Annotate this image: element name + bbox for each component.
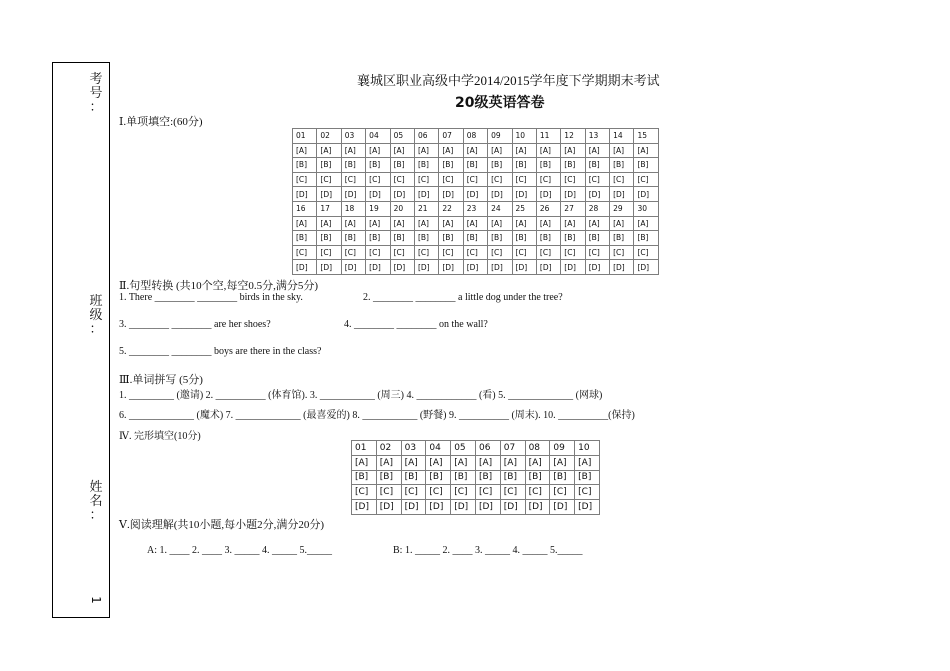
grid-cell: [D] [414,260,438,275]
grid-cell: [B] [575,470,600,485]
grid-cell: [A] [536,216,560,231]
grid-cell: [B] [536,231,560,246]
grid-cell: [B] [426,470,451,485]
grid-cell: [A] [341,143,365,158]
grid-cell: 02 [376,441,401,456]
grid-cell: 16 [293,201,317,216]
grid-cell: [B] [293,231,317,246]
grid-cell: [D] [488,187,512,202]
grid-cell: [D] [366,187,390,202]
grid-cell: [C] [463,172,487,187]
grid-cell: [C] [352,485,377,500]
grid-cell: [C] [293,245,317,260]
grid-row [352,441,600,456]
grid-cell: [B] [550,470,575,485]
grid-cell: [D] [525,500,550,515]
grid-cell: [C] [536,172,560,187]
grid-cell: [B] [414,158,438,173]
grid-cell: [D] [390,260,414,275]
grid-cell: [D] [317,260,341,275]
grid-cell: [A] [439,216,463,231]
grid-cell: [A] [439,143,463,158]
grid-cell: [A] [293,143,317,158]
grid-cell: [A] [426,455,451,470]
grid-cell: [B] [500,470,525,485]
class-char: 班 [89,294,103,309]
grid-cell: [D] [536,187,560,202]
grid-cell: [B] [610,158,634,173]
grid-cell: [B] [463,231,487,246]
grid-cell: [C] [525,485,550,500]
grid-cell: 06 [414,129,438,144]
grid-row [352,470,600,485]
grid-cell: [D] [585,187,609,202]
grid-cell: [C] [376,485,401,500]
grid-cell: [C] [512,245,536,260]
grid-cell: [A] [634,143,658,158]
grid-row [293,216,659,231]
grid-cell: [D] [293,187,317,202]
section4-heading: Ⅳ. 完形填空(10分) [119,431,201,442]
grid-cell: [C] [390,245,414,260]
grid-cell: [C] [414,245,438,260]
grid-cell: [B] [463,158,487,173]
grid-cell: [C] [488,172,512,187]
grid-cell: [B] [634,158,658,173]
grid-cell: [C] [634,245,658,260]
grid-cell: 30 [634,201,658,216]
grid-cell: 18 [341,201,365,216]
grid-cell: [A] [451,455,476,470]
grid-cell: 23 [463,201,487,216]
grid-cell: 05 [390,129,414,144]
grid-cell: [B] [439,231,463,246]
name-char: ： [89,508,103,523]
grid-row [293,187,659,202]
grid-cell: 04 [366,129,390,144]
exam-number-char: ： [89,100,103,115]
grid-cell: [A] [463,143,487,158]
grid-cell: 15 [634,129,658,144]
grid-cell: [A] [634,216,658,231]
grid-cell: [A] [317,143,341,158]
grid-cell: 07 [500,441,525,456]
grid-cell: [B] [439,158,463,173]
grid-cell: [D] [352,500,377,515]
grid-row [293,201,659,216]
grid-cell: 09 [550,441,575,456]
grid-cell: [C] [341,172,365,187]
section3-heading: Ⅲ.单词拼写 (5分) [119,374,203,386]
grid-cell: [B] [401,470,426,485]
grid-cell: [D] [401,500,426,515]
class-char: 级 [89,308,103,323]
grid-cell: [B] [366,158,390,173]
grid-cell: [B] [341,231,365,246]
grid-cell: [A] [488,143,512,158]
grid-cell: [D] [475,500,500,515]
grid-row [293,143,659,158]
grid-row [352,500,600,515]
grid-cell: 03 [401,441,426,456]
grid-cell: [A] [610,143,634,158]
grid-cell: 14 [610,129,634,144]
grid-cell: [B] [561,231,585,246]
section1-heading: Ⅰ.单项填空:(60分) [119,116,203,128]
section2-question-3: 3. ________ ________ are her shoes? [119,319,271,330]
grid-cell: [C] [585,172,609,187]
grid-cell: [B] [488,158,512,173]
grid-cell: [C] [550,485,575,500]
grid-cell: [B] [341,158,365,173]
grid-cell: [A] [575,455,600,470]
grid-cell: [D] [317,187,341,202]
section2-heading: Ⅱ.句型转换 (共10个空,每空0.5分,满分5分) [119,280,319,292]
grid-cell: [D] [488,260,512,275]
grid-cell: 01 [293,129,317,144]
grid-cell: [C] [426,485,451,500]
grid-cell: 27 [561,201,585,216]
section1-answer-grid [292,128,659,275]
grid-cell: [B] [585,231,609,246]
grid-row [293,158,659,173]
grid-cell: 22 [439,201,463,216]
section2-question-2: 2. ________ ________ a little dog under the tree? [363,292,563,303]
grid-cell: [D] [366,260,390,275]
exam-number-label [89,73,103,115]
grid-cell: [A] [536,143,560,158]
grid-cell: [D] [610,187,634,202]
grid-cell: [D] [610,260,634,275]
grid-cell: [C] [634,172,658,187]
grid-cell: [C] [610,172,634,187]
grid-cell: [B] [634,231,658,246]
grid-cell: [B] [536,158,560,173]
grid-cell: [D] [439,260,463,275]
name-char: 姓 [89,480,103,495]
class-label [89,295,103,337]
grid-cell: [D] [550,500,575,515]
grid-cell: [A] [463,216,487,231]
grid-cell: [C] [561,245,585,260]
grid-cell: 06 [475,441,500,456]
section2-question-4: 4. ________ ________ on the wall? [344,319,488,330]
grid-cell: [B] [317,231,341,246]
grid-cell: [A] [352,455,377,470]
grid-cell: [C] [610,245,634,260]
grid-cell: [D] [341,187,365,202]
grid-cell: [A] [366,143,390,158]
grid-cell: 07 [439,129,463,144]
grid-cell: [D] [512,260,536,275]
grid-cell: [D] [536,260,560,275]
grid-cell: [B] [414,231,438,246]
grid-cell: [B] [488,231,512,246]
grid-cell: [C] [561,172,585,187]
grid-cell: [D] [500,500,525,515]
grid-cell: 03 [341,129,365,144]
grid-cell: 02 [317,129,341,144]
grid-cell: [C] [536,245,560,260]
grid-cell: 09 [488,129,512,144]
grid-cell: [B] [561,158,585,173]
grid-row [352,485,600,500]
grid-cell: 21 [414,201,438,216]
grid-cell: [A] [550,455,575,470]
grid-row [293,245,659,260]
grid-cell: [B] [475,470,500,485]
grid-cell: [D] [634,260,658,275]
grid-cell: [A] [390,216,414,231]
grid-row [293,129,659,144]
grid-cell: [D] [463,187,487,202]
grid-cell: [A] [610,216,634,231]
grid-cell: 01 [352,441,377,456]
section5-heading: Ⅴ.阅读理解(共10小题,每小题2分,满分20分) [119,519,325,531]
binding-sidebar [52,62,110,618]
grid-cell: [B] [376,470,401,485]
exam-number-char: 号 [89,86,103,101]
page-number: 1 [89,596,103,604]
grid-cell: [C] [414,172,438,187]
grid-cell: [A] [366,216,390,231]
grid-cell: 26 [536,201,560,216]
grid-cell: [B] [525,470,550,485]
grid-cell: [C] [475,485,500,500]
class-char: ： [89,322,103,337]
grid-cell: [D] [341,260,365,275]
grid-cell: 05 [451,441,476,456]
grid-cell: [A] [488,216,512,231]
section3-row-1: 1. _________ (邀请) 2. __________ (体育馆). 3. ___________ (周三) 4. ____________ (看) 5. _____________ (网球) [119,390,603,401]
grid-cell: [D] [585,260,609,275]
grid-cell: [A] [293,216,317,231]
grid-cell: [A] [401,455,426,470]
grid-cell: [B] [317,158,341,173]
grid-cell: [A] [561,143,585,158]
grid-cell: [B] [352,470,377,485]
grid-cell: [B] [512,158,536,173]
grid-cell: [D] [512,187,536,202]
exam-subtitle: 20级英语答卷 [455,95,545,111]
grid-cell: [D] [463,260,487,275]
grid-cell: 17 [317,201,341,216]
grid-cell: [C] [585,245,609,260]
grid-cell: 24 [488,201,512,216]
section3-row-2: 6. _____________ (魔术) 7. _____________ (最喜爱的) 8. ___________ (野餐) 9. __________ (周末). 10. __________(保持) [119,410,635,421]
grid-row [352,455,600,470]
grid-cell: [A] [390,143,414,158]
grid-cell: [D] [561,260,585,275]
grid-cell: [A] [561,216,585,231]
grid-cell: [C] [401,485,426,500]
grid-row [293,260,659,275]
grid-cell: [C] [500,485,525,500]
grid-cell: 12 [561,129,585,144]
grid-cell: [D] [439,187,463,202]
grid-cell: 29 [610,201,634,216]
grid-cell: [C] [317,172,341,187]
grid-cell: [C] [366,172,390,187]
grid-cell: [C] [488,245,512,260]
section5-answers-a: A: 1. ____ 2. ____ 3. _____ 4. _____ 5._____ [147,545,332,556]
grid-cell: 04 [426,441,451,456]
section4-answer-grid [351,440,600,515]
grid-row [293,231,659,246]
grid-cell: [B] [512,231,536,246]
grid-cell: [D] [293,260,317,275]
section2-question-1: 1. There ________ ________ birds in the sky. [119,292,303,303]
grid-cell: [A] [414,143,438,158]
grid-cell: [B] [390,231,414,246]
grid-cell: 11 [536,129,560,144]
grid-cell: 20 [390,201,414,216]
grid-cell: [C] [439,245,463,260]
grid-cell: [B] [293,158,317,173]
grid-cell: 10 [575,441,600,456]
grid-cell: [C] [390,172,414,187]
grid-cell: [B] [610,231,634,246]
grid-cell: 08 [463,129,487,144]
grid-cell: [D] [414,187,438,202]
grid-cell: 08 [525,441,550,456]
grid-cell: [A] [525,455,550,470]
grid-cell: [C] [317,245,341,260]
grid-cell: 25 [512,201,536,216]
grid-cell: [C] [293,172,317,187]
grid-cell: [C] [575,485,600,500]
grid-cell: [C] [512,172,536,187]
name-label [89,481,103,523]
grid-cell: [D] [561,187,585,202]
grid-row [293,172,659,187]
grid-cell: [B] [585,158,609,173]
grid-cell: [C] [451,485,476,500]
section2-question-5: 5. ________ ________ boys are there in the class? [119,346,322,357]
grid-cell: [A] [317,216,341,231]
grid-cell: [D] [376,500,401,515]
grid-cell: 28 [585,201,609,216]
grid-cell: 13 [585,129,609,144]
grid-cell: 10 [512,129,536,144]
grid-cell: [D] [451,500,476,515]
grid-cell: [A] [475,455,500,470]
name-char: 名 [89,494,103,509]
grid-cell: [D] [634,187,658,202]
grid-cell: [A] [341,216,365,231]
grid-cell: [C] [341,245,365,260]
grid-cell: [C] [463,245,487,260]
grid-cell: [A] [500,455,525,470]
grid-cell: [C] [439,172,463,187]
grid-cell: [B] [451,470,476,485]
grid-cell: [A] [414,216,438,231]
grid-cell: [A] [585,143,609,158]
grid-cell: [A] [376,455,401,470]
grid-cell: [D] [575,500,600,515]
exam-title: 襄城区职业高级中学2014/2015学年度下学期期末考试 [357,73,660,88]
grid-cell: [B] [390,158,414,173]
section5-answers-b: B: 1. _____ 2. ____ 3. _____ 4. _____ 5._____ [393,545,583,556]
grid-cell: 19 [366,201,390,216]
grid-cell: [D] [426,500,451,515]
grid-cell: [D] [390,187,414,202]
grid-cell: [C] [366,245,390,260]
grid-cell: [A] [585,216,609,231]
grid-cell: [A] [512,143,536,158]
grid-cell: [A] [512,216,536,231]
exam-number-char: 考 [89,72,103,87]
grid-cell: [B] [366,231,390,246]
